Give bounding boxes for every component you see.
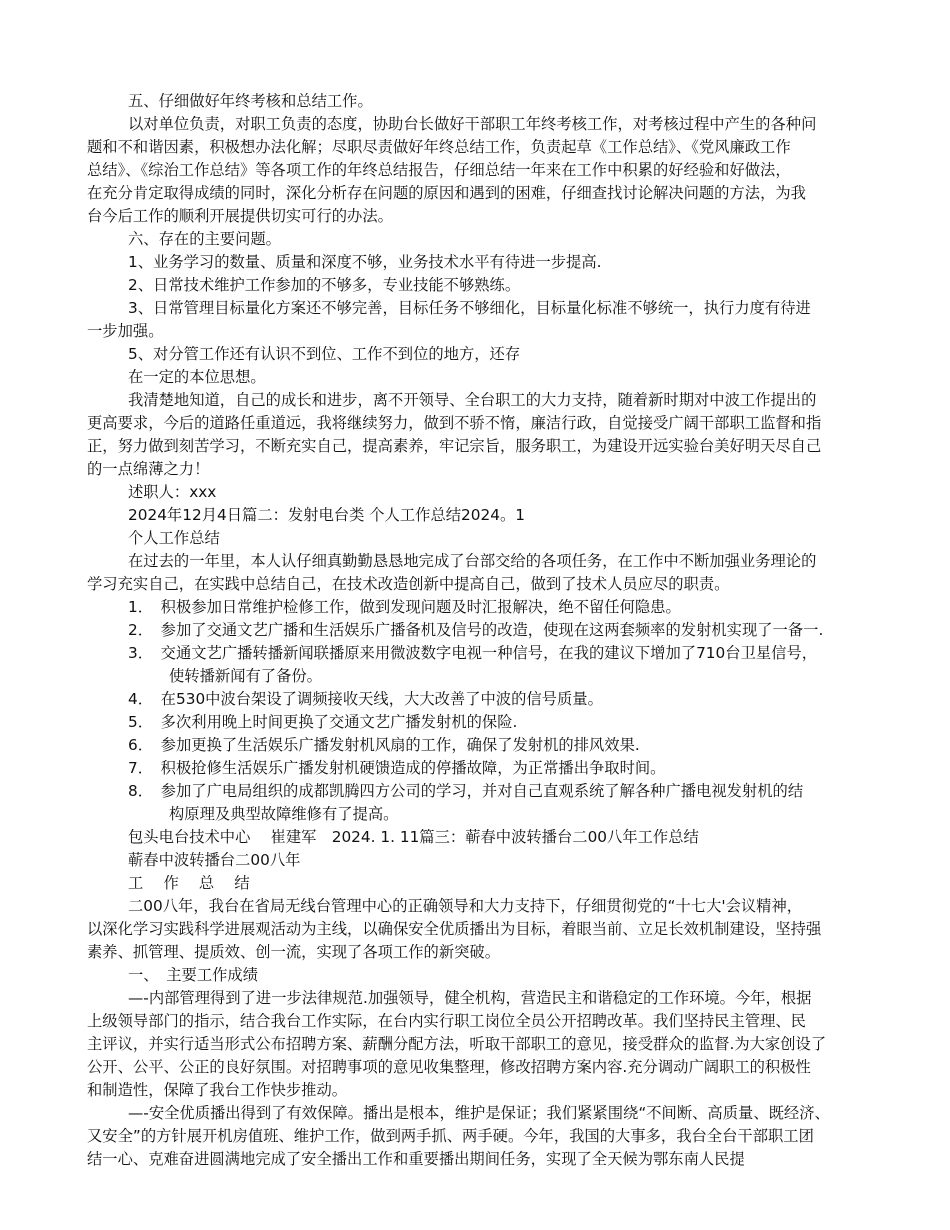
numbered-item: 7． 积极抢修生活娱乐广播发射机硬馈造成的停播故障，为正常播出争取时间。 [128,759,666,777]
list-item: 3、日常管理目标量化方案还不够完善，目标任务不够细化，目标量化标准不够统一，执行力度有待进 [128,299,811,317]
paragraph-line: 上级领导部门的指示，结合我台工作实际，在台内实行职工岗位全员公开招聘改革。我们坚持民主管理、民 [87,1012,806,1030]
date-and-section-title: 2024年12月4日篇二：发射电台类 个人工作总结2024。1 [128,506,525,524]
paragraph-line: 公开、公平、公正的良好氛围。对招聘事项的意见收集整理，修改招聘方案内容.充分调动广阔职工的积极性 [87,1058,811,1076]
paragraph-line: 更高要求，今后的道路任重道远，我将继续努力，做到不骄不惰，廉洁行政，自觉接受广阔干部职工监督和指 [87,414,822,432]
numbered-item: 1． 积极参加日常维护检修工作，做到发现问题及时汇报解决，绝不留任何隐患。 [128,598,681,616]
section-title: 蕲春中波转播台二00八年 [128,851,301,869]
section-subtitle: 工 作 总 结 [128,874,250,892]
signature-and-section-title: 包头电台技术中心 崔建军 2024. 1. 11篇三：蕲春中波转播台二00八年工作总结 [128,828,699,846]
numbered-item-continuation: 构原理及典型故障维修有了提高。 [169,805,399,823]
list-item: 1、业务学习的数量、质量和深度不够，业务技术水平有待进一步提高. [128,253,602,271]
section-heading-main-problems: 六、存在的主要问题。 [128,230,281,248]
paragraph-line: 和制造性，保障了我台工作快步推动。 [87,1081,348,1099]
paragraph-line: —-内部管理得到了进一步法律规范.加强领导，健全机构，营造民主和谐稳定的工作环境。今年，根据 [128,989,812,1007]
numbered-item: 4． 在530中波台架设了调频接收天线，大大改善了中波的信号质量。 [128,690,603,708]
numbered-item: 8． 参加了广电局组织的成都凯腾四方公司的学习，并对自己直观系统了解各种广播电视发射机的结 [128,782,804,800]
paragraph-line: 在充分肯定取得成绩的同时，深化分析存在问题的原因和遇到的困难，仔细查找讨论解决问题的方法，为我 [87,184,806,202]
list-item: 2、日常技术维护工作参加的不够多，专业技能不够熟练。 [128,276,521,294]
paragraph-line: 总结》、《综治工作总结》等各项工作的年终总结报告，仔细总结一年来在工作中积累的好经验和好做法， [87,161,791,179]
section-title: 个人工作总结 [128,529,220,547]
list-item-continuation: 一步加强。 [87,322,164,340]
numbered-item-continuation: 使转播新闻有了备份。 [169,667,322,685]
paragraph-line: 正，努力做到刻苦学习，不断充实自己，提高素养，牢记宗旨，服务职工，为建设开远实验台美好明天尽自己 [87,437,822,455]
paragraph-line: 学习充实自己，在实践中总结自己，在技术改造创新中提高自己，做到了技术人员应尽的职责。 [87,575,730,593]
section-heading-year-end-review: 五、仔细做好年终考核和总结工作。 [128,92,373,110]
numbered-item: 2． 参加了交通文艺广播和生活娱乐广播备机及信号的改造，使现在这两套频率的发射机实现了一备一. [128,621,824,639]
section-heading-achievements: 一、 主要工作成绩 [128,966,259,984]
paragraph-line: 以对单位负责，对职工负责的态度，协助台长做好干部职工年终考核工作，对考核过程中产生的各种问 [128,115,817,133]
paragraph-line: 以深化学习实践科学进展观活动为主线，以确保安全优质播出为目标，着眼当前、立足长效机制建设，坚持强 [87,920,822,938]
paragraph-line: 的一点绵薄之力！ [87,460,210,478]
paragraph-line: 素养、抓管理、提质效、创一流，实现了各项工作的新突破。 [87,943,501,961]
paragraph-line: 题和不和谐因素，积极想办法化解；尽职尽责做好年终总结工作，负责起草《工作总结》、《党风廉政工作 [87,138,791,156]
paragraph-line: 又安全”的方针展开机房值班、维护工作，做到两手抓、两手硬。今年，我国的大事多，我台全台干部职工团 [87,1127,814,1145]
numbered-item: 5． 多次利用晚上时间更换了交通文艺广播发射机的保险. [128,713,518,731]
paragraph-line: 二00八年，我台在省局无线台管理中心的正确领导和大力支持下，仔细贯彻党的“十七大'会议精神， [128,897,803,915]
list-item: 5、对分管工作还有认识不到位、工作不到位的地方，还存 [128,345,521,363]
paragraph-line: —-安全优质播出得到了有效保障。播出是根本，维护是保证；我们紧紧围绕“不间断、高质量、既经济、 [128,1104,830,1122]
paragraph-line: 结一心、克难奋进圆满地完成了安全播出工作和重要播出期间任务，实现了全天候为鄂东南人民提 [87,1150,745,1168]
paragraph-line: 主评议，并实行适当形式公布招聘方案、薪酬分配方法，听取干部职工的意见，接受群众的监督.为大家创设了 [87,1035,827,1053]
numbered-item: 6． 参加更换了生活娱乐广播发射机风扇的工作，确保了发射机的排风效果. [128,736,640,754]
paragraph-line: 我清楚地知道，自己的成长和进步，离不开领导、全台职工的大力支持，随着新时期对中波工作提出的 [128,391,817,409]
numbered-item: 3． 交通文艺广播转播新闻联播原来用微波数字电视一种信号，在我的建议下增加了710台卫星信号， [128,644,818,662]
author-signature: 述职人：xxx [128,483,217,501]
paragraph-line: 在一定的本位思想。 [128,368,266,386]
paragraph-line: 在过去的一年里，本人认仔细真勤勤恳恳地完成了台部交给的各项任务，在工作中不断加强业务理论的 [128,552,817,570]
paragraph-line: 台今后工作的顺利开展提供切实可行的办法。 [87,207,393,225]
